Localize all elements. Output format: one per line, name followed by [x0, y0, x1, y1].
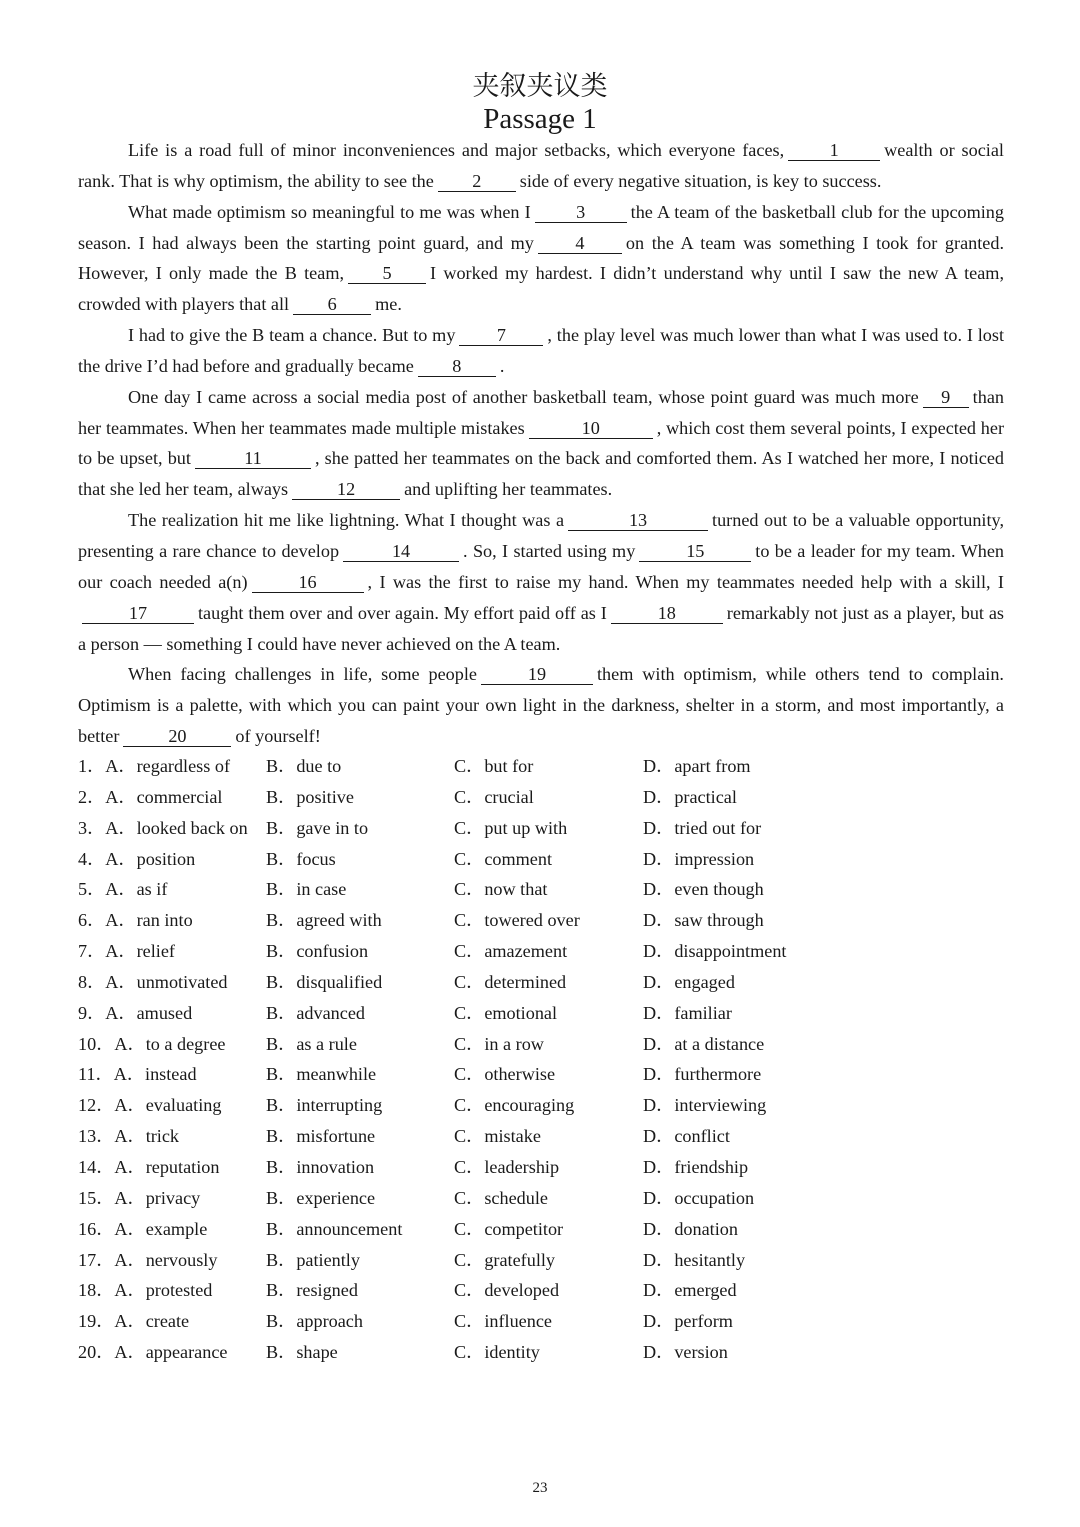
option-question-a: 8．A．unmotivated	[78, 971, 228, 992]
option-d: D．perform	[643, 1311, 733, 1332]
option-c: C．but for	[454, 756, 534, 776]
option-row	[78, 844, 978, 875]
option-row	[78, 813, 978, 844]
blank-2: 2	[438, 171, 516, 192]
passage-text: One day I came across a social media post of another basketball team, whose point guard was much more	[128, 386, 919, 407]
option-row	[78, 1245, 978, 1276]
option-row	[78, 1121, 978, 1152]
option-d: D．familiar	[643, 1002, 732, 1023]
passage-text: of yourself!	[235, 726, 321, 747]
option-b: B．in case	[266, 879, 347, 900]
option-row	[78, 905, 978, 936]
passage-text: them with optimism, while others tend to complain. Optimism is a palette, with which you can paint your own light in the darkness, shelter in a storm, and most importantly, a better	[78, 664, 1004, 747]
passage-text: on the A team was something I took for granted. However, I only made the B team,	[78, 232, 1005, 284]
option-row	[78, 1275, 978, 1306]
option-b: B．shape	[266, 1342, 338, 1363]
option-d: D．donation	[643, 1218, 738, 1239]
option-row	[78, 1090, 978, 1121]
option-b: B．focus	[266, 848, 336, 869]
option-question-a: 2．A．commercial	[78, 786, 223, 807]
blank-6: 6	[293, 294, 371, 315]
option-c: C．towered over	[454, 910, 580, 931]
passage-text: than her teammates. When her teammates made multiple mistakes	[78, 386, 1004, 438]
option-d: D．conflict	[643, 1126, 730, 1147]
blank-19: 19	[481, 664, 593, 685]
blank-3: 3	[535, 202, 627, 223]
option-c: C．developed	[454, 1280, 560, 1301]
option-b: B．gave in to	[266, 817, 369, 838]
option-question-a: 18．A．protested	[78, 1280, 213, 1301]
option-c: C．in a row	[454, 1033, 544, 1054]
option-c: C．otherwise	[454, 1064, 556, 1085]
option-question-a: 7．A．relief	[78, 941, 175, 962]
blank-11: 11	[195, 448, 311, 469]
option-question-a: 12．A．evaluating	[78, 1095, 222, 1116]
option-d: D．disappointment	[643, 941, 787, 962]
option-d: D．emerged	[643, 1280, 737, 1301]
blank-18: 18	[611, 603, 723, 624]
option-row	[78, 1306, 978, 1337]
option-b: B．misfortune	[266, 1126, 376, 1147]
blank-12: 12	[292, 479, 400, 500]
passage-text: wealth or social rank. That is why optimism, the ability to see the	[78, 140, 1004, 191]
option-question-a: 19．A．create	[78, 1311, 190, 1332]
option-b: B．disqualified	[266, 971, 383, 992]
blank-5: 5	[348, 263, 426, 284]
blank-14: 14	[343, 541, 459, 562]
option-question-a: 15．A．privacy	[78, 1187, 201, 1208]
option-b: B．interrupting	[266, 1095, 383, 1116]
passage-text: .	[499, 355, 505, 376]
option-row	[78, 1029, 978, 1060]
blank-9: 9	[923, 387, 969, 408]
passage-title: Passage 1	[483, 103, 597, 135]
option-c: C．put up with	[454, 817, 568, 838]
option-b: B．advanced	[266, 1002, 365, 1023]
passage-text: me.	[375, 294, 402, 315]
paragraph-3	[78, 320, 1004, 382]
option-row	[78, 936, 978, 967]
blank-17: 17	[82, 603, 194, 624]
option-row	[78, 1183, 978, 1214]
option-b: B．positive	[266, 786, 354, 807]
option-b: B．approach	[266, 1311, 363, 1332]
passage-text: Life is a road full of minor inconveniences and major setbacks, which everyone faces,	[128, 140, 785, 160]
paragraph-6	[78, 659, 1004, 752]
option-d: D．even though	[643, 879, 764, 900]
option-c: C．mistake	[454, 1126, 541, 1147]
passage-text: turned out to be a valuable opportunity, presenting a rare chance to develop	[78, 510, 1004, 561]
option-d: D．furthermore	[643, 1064, 762, 1085]
passage-text: When facing challenges in life, some people	[128, 664, 477, 685]
paragraph-1	[78, 135, 1004, 197]
option-b: B．agreed with	[266, 910, 382, 931]
option-c: C．leadership	[454, 1156, 560, 1177]
option-question-a: 4．A．position	[78, 848, 196, 869]
option-question-a: 10．A．to a degree	[78, 1033, 226, 1054]
option-d: D．friendship	[643, 1156, 749, 1177]
option-c: C．schedule	[454, 1187, 548, 1208]
passage-text: to be a leader for my team. When our coach needed a(n)	[78, 540, 1004, 592]
option-row	[78, 1214, 978, 1245]
blank-7: 7	[459, 325, 543, 346]
option-c: C．amazement	[454, 941, 568, 962]
option-d: D．hesitantly	[643, 1249, 746, 1270]
option-question-a: 14．A．reputation	[78, 1156, 220, 1177]
option-b: B．patiently	[266, 1249, 360, 1270]
option-row	[78, 1059, 978, 1090]
option-d: D．occupation	[643, 1187, 755, 1208]
passage-text: I had to give the B team a chance. But to my	[128, 325, 456, 346]
passage-text: , the play level was much lower than what I was used to. I lost the drive I’d had before and gradually became	[78, 325, 1005, 376]
paragraph-2	[78, 197, 1004, 320]
option-question-a: 11．A．instead	[78, 1064, 197, 1085]
passage-text: , I was the first to raise my hand. When my teammates needed help with a skill, I	[367, 571, 1004, 592]
option-row	[78, 751, 978, 782]
blank-20: 20	[123, 726, 231, 747]
option-c: C．identity	[454, 1342, 540, 1363]
passage-text: , which cost them several points, I expected her to be upset, but	[78, 417, 1004, 469]
blank-1: 1	[788, 140, 880, 161]
option-row	[78, 1337, 978, 1368]
option-row	[78, 967, 978, 998]
answer-options-list	[78, 751, 978, 1368]
passage-text: . So, I started using my	[463, 540, 636, 561]
option-b: B．as a rule	[266, 1033, 357, 1054]
option-d: D．impression	[643, 848, 755, 869]
option-question-a: 5．A．as if	[78, 879, 168, 900]
option-c: C．competitor	[454, 1218, 564, 1239]
option-question-a: 3．A．looked back on	[78, 817, 248, 838]
option-question-a: 20．A．appearance	[78, 1342, 228, 1363]
option-row	[78, 1152, 978, 1183]
option-b: B．resigned	[266, 1280, 358, 1301]
option-c: C．emotional	[454, 1002, 558, 1023]
paragraph-4	[78, 382, 1004, 505]
option-question-a: 6．A．ran into	[78, 910, 193, 931]
passage-body	[78, 135, 1004, 752]
option-c: C．gratefully	[454, 1249, 556, 1270]
blank-8: 8	[418, 356, 496, 377]
option-c: C．influence	[454, 1311, 552, 1332]
passage-text: and uplifting her teammates.	[404, 479, 613, 500]
passage-text: , she patted her teammates on the back and comforted them. As I watched her more, I noticed that she led her team, always	[78, 448, 1004, 500]
blank-4: 4	[538, 233, 622, 254]
option-c: C．comment	[454, 848, 552, 869]
option-b: B．innovation	[266, 1156, 375, 1177]
option-row	[78, 998, 978, 1029]
option-c: C．crucial	[454, 786, 534, 807]
option-question-a: 9．A．amused	[78, 1002, 193, 1023]
option-d: D．saw through	[643, 910, 764, 931]
option-b: B．announcement	[266, 1218, 403, 1239]
option-row	[78, 874, 978, 905]
blank-13: 13	[568, 510, 708, 531]
passage-text: I worked my hardest. I didn’t understand why until I saw the new A team, crowded with players that all	[78, 263, 1004, 315]
option-d: D．version	[643, 1342, 728, 1363]
option-d: D．engaged	[643, 971, 735, 992]
page-number: 23	[532, 1480, 548, 1496]
option-question-a: 16．A．example	[78, 1218, 208, 1239]
passage-text: The realization hit me like lightning. What I thought was a	[128, 510, 565, 531]
passage-text: side of every negative situation, is key to success.	[519, 170, 882, 191]
passage-text: taught them over and over again. My effort paid off as I	[198, 602, 607, 623]
blank-10: 10	[529, 418, 653, 439]
option-d: D．tried out for	[643, 817, 762, 838]
option-question-a: 17．A．nervously	[78, 1249, 218, 1270]
option-question-a: 13．A．trick	[78, 1126, 180, 1147]
option-b: B．experience	[266, 1187, 376, 1208]
option-row	[78, 782, 978, 813]
option-d: D．interviewing	[643, 1095, 767, 1116]
option-b: B．meanwhile	[266, 1064, 377, 1085]
passage-text: remarkably not just as a player, but as a person — something I could have never achieved on the A team.	[78, 602, 1004, 654]
option-b: B．confusion	[266, 941, 369, 962]
passage-text: What made optimism so meaningful to me was when I	[128, 201, 531, 222]
passage-text: the A team of the basketball club for the upcoming season. I had always been the starting point guard, and my	[78, 201, 1004, 253]
blank-16: 16	[252, 572, 364, 593]
option-c: C．determined	[454, 971, 567, 992]
page-title-chinese: 夹叙夹议类	[472, 71, 608, 102]
option-c: C．now that	[454, 879, 548, 900]
paragraph-5	[78, 505, 1004, 659]
option-d: D．apart from	[643, 756, 751, 776]
option-question-a: 1．A．regardless of	[78, 756, 231, 776]
option-c: C．encouraging	[454, 1095, 575, 1116]
option-d: D．practical	[643, 786, 737, 807]
option-b: B．due to	[266, 756, 342, 776]
option-d: D．at a distance	[643, 1033, 765, 1054]
blank-15: 15	[639, 541, 751, 562]
